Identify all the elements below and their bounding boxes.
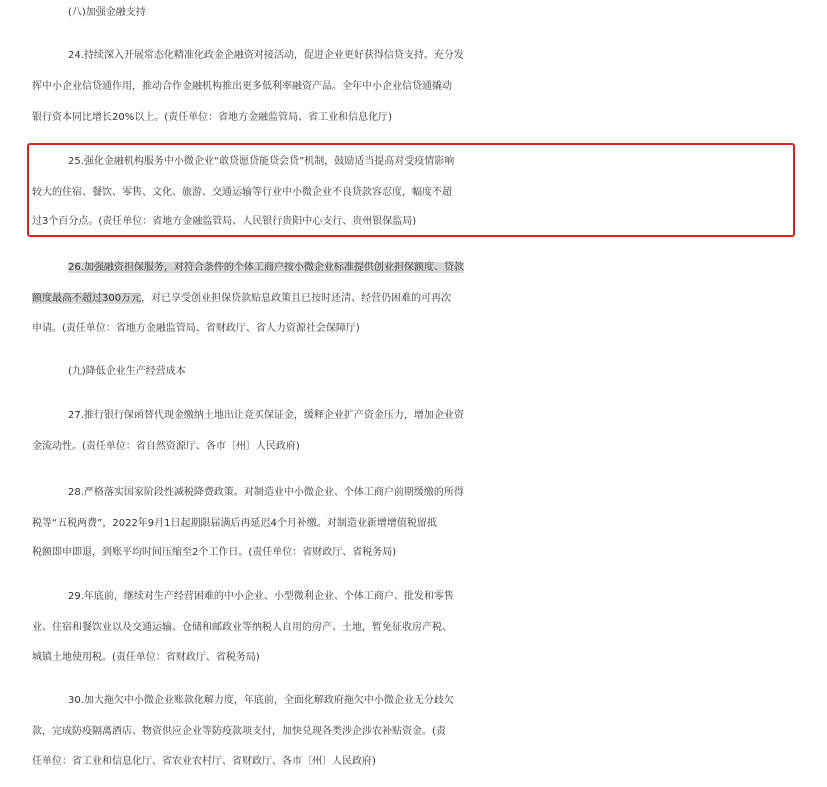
item-25-line-2: 较大的住宿、餐饮、零售、文化、旅游、交通运输等行业中小微企业不良贷款容忍度，幅度不超 <box>32 187 452 198</box>
item-30-line-1: 30.加大拖欠中小微企业账款化解力度，年底前，全面化解政府拖欠中小微企业无分歧欠 <box>68 695 454 706</box>
item-28-line-1: 28.严格落实国家阶段性减税降费政策。对制造业中小微企业、个体工商户前期缓缴的所得 <box>68 487 464 498</box>
item-25-line-1: 25.强化金融机构服务中小微企业“敢贷愿贷能贷会贷”机制，鼓励适当提高对受疫情影响 <box>68 156 455 167</box>
item-25-line-3: 过3个百分点。(责任单位：省地方金融监管局、人民银行贵阳中心支行、贵州银保监局) <box>32 216 417 227</box>
item-29-line-1: 29.年底前，继续对生产经营困难的中小企业、小型微利企业、个体工商户、批发和零售 <box>68 591 454 602</box>
item-30-line-2: 款，完成防疫隔离酒店、物资供应企业等防疫款项支付，加快兑现各类涉企涉农补贴资金。(责 <box>32 726 446 737</box>
item-27-line-2: 金流动性。(责任单位：省自然资源厅、各市〔州〕人民政府) <box>32 441 300 452</box>
item-24-line-1: 24.持续深入开展常态化精准化政金企融资对接活动，促进企业更好获得信贷支持。充分发 <box>68 50 464 61</box>
section-heading-8: (八)加强金融支持 <box>68 7 146 18</box>
item-26-line-3: 申请。(责任单位：省地方金融监管局、省财政厅、省人力资源社会保障厅) <box>32 323 360 334</box>
item-26-line-2 <box>0 282 827 316</box>
item-26-line-1 <box>0 251 827 285</box>
item-27-line-1: 27.推行银行保函替代现金缴纳土地出让竞买保证金，缓释企业扩产资金压力，增加企业资 <box>68 410 464 421</box>
item-24-line-2: 挥中小企业信贷通作用，推动合作金融机构推出更多低利率融资产品。全年中小企业信贷通撬动 <box>32 81 452 92</box>
item-26-highlighted-text: 额度最高不超过300万元 <box>32 293 142 304</box>
item-26-line-1-text: 26.加强融资担保服务，对符合条件的个体工商户按小微企业标准提供创业担保额度、贷款 <box>68 262 464 273</box>
item-29-line-2: 业、住宿和餐饮业以及交通运输、仓储和邮政业等纳税人自用的房产、土地，暂免征收房产税、 <box>32 622 452 633</box>
section-heading-9: (九)降低企业生产经营成本 <box>68 366 186 377</box>
item-29-line-3: 城镇土地使用税。(责任单位：省财政厅、省税务局) <box>32 652 260 663</box>
item-24-line-3: 银行资本同比增长20%以上。(责任单位：省地方金融监管局、省工业和信息化厅) <box>32 112 393 123</box>
item-28-line-3: 税额即申即退，到账平均时间压缩至2个工作日。(责任单位：省财政厅、省税务局) <box>32 547 397 558</box>
item-28-line-2: 税等“五税两费”，2022年9月1日起期限届满后再延迟4个月补缴。对制造业新增增值税留抵 <box>32 518 437 529</box>
item-30-line-3: 任单位：省工业和信息化厅、省农业农村厅、省财政厅、各市〔州〕人民政府) <box>32 756 376 767</box>
item-26-line-2-rest: ，对已享受创业担保贷款贴息政策且已按时还清、经营仍困难的可再次 <box>141 293 452 304</box>
